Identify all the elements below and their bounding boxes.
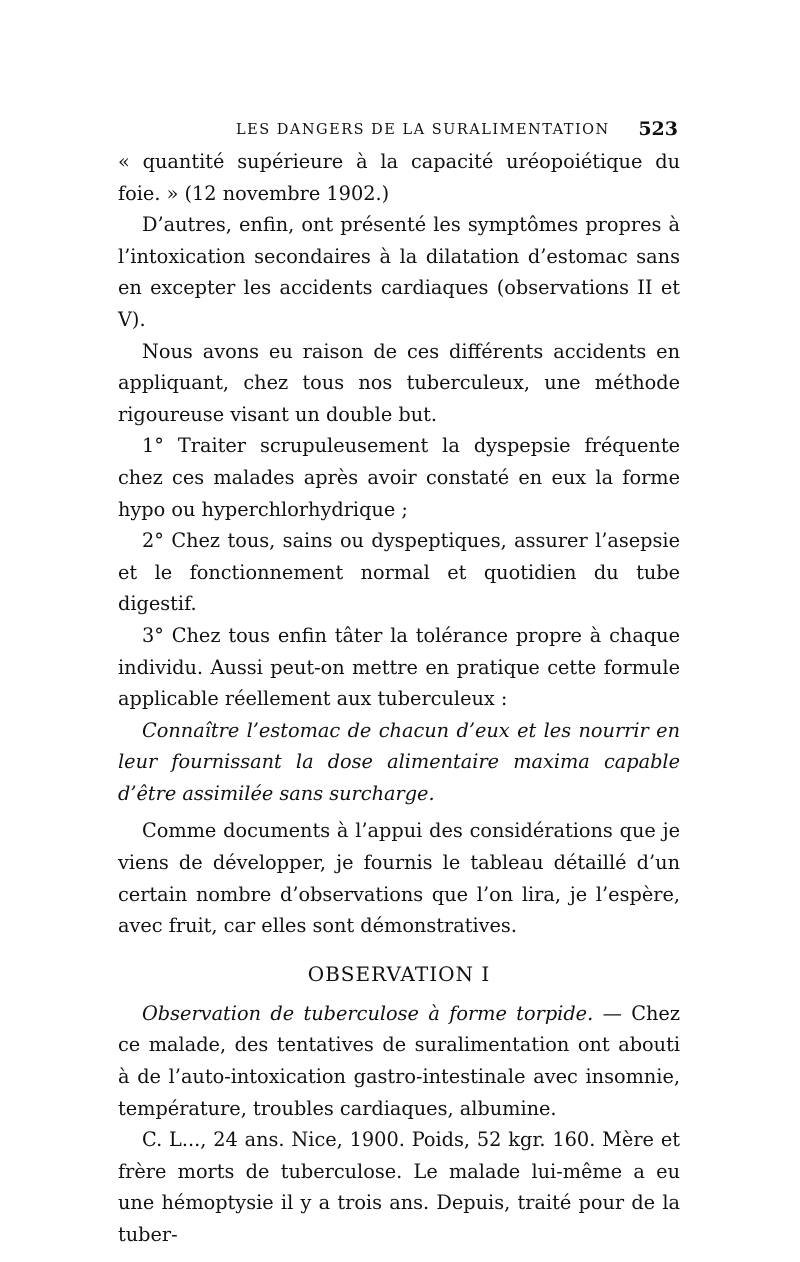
observation-title: Observation de tuberculose à forme torpide. (142, 1001, 594, 1025)
paragraph-method: Nous avons eu raison de ces différents accidents en appliquant, chez tous nos tuberculeux, une méthode rigoureuse visant un double but. (118, 339, 680, 426)
paragraph-observation-intro (118, 998, 680, 1124)
paragraph-formula: Connaître l’estomac de chacun d’eux et les nourrir en leur fournissant la dose alimentaire maxima capable d’être assimilée sans surcharge. (118, 718, 680, 805)
paragraph-quote-end: « quantité supérieure à la capacité uréopoiétique du foie. » (12 novembre 1902.) (118, 150, 680, 205)
section-heading: OBSERVATION I (307, 961, 491, 986)
running-header (118, 112, 680, 146)
running-title: LES DANGERS DE LA SURALIMENTATION (236, 122, 610, 138)
paragraph-point-3: 3° Chez tous enfin tâter la tolérance propre à chaque individu. Aussi peut-on mettre en pratique cette formule applicable réellement aux tuberculeux : (118, 623, 680, 711)
paragraph-point-1: 1° Traiter scrupuleusement la dyspepsie fréquente chez ces malades après avoir constaté en eux la forme hypo ou hyperchlorhydrique ; (118, 434, 680, 521)
page-number: 523 (638, 118, 678, 140)
paragraph-patient-history: C. L..., 24 ans. Nice, 1900. Poids, 52 kgr. 160. Mère et frère morts de tuberculose. Le malade lui-même a eu une hémoptysie il y a trois ans. Depuis, traité pour de la tuber- (118, 1128, 680, 1246)
paragraph-point-2: 2° Chez tous, sains ou dyspeptiques, assurer l’asepsie et le fonctionnement normal et quotidien du tube digestif. (118, 529, 680, 616)
paragraph-other-symptoms: D’autres, enfin, ont présenté les symptômes propres à l’intoxication secondaires à la dilatation d’estomac sans en excepter les accidents cardiaques (observations II et V). (118, 213, 680, 331)
book-page (118, 112, 680, 1251)
paragraph-documents: Comme documents à l’appui des considérations que je viens de développer, je fournis le tableau détaillé d’un certain nombre d’observations que l’on lira, je l’espère, avec fruit, car elles sont démonstratives. (118, 819, 680, 938)
observation-summary: — Chez ce malade, des tentatives de suralimentation ont abouti à de l’auto-intoxication gastro-intestinale avec insomnie, température, troubles cardiaques, albumine. (118, 1001, 681, 1120)
